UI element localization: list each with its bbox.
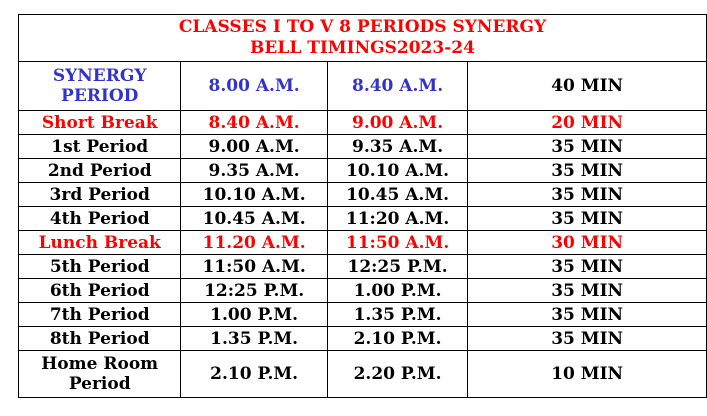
table-row (19, 207, 707, 231)
title-line-2: BELL TIMINGS2023-24 (250, 38, 475, 58)
duration-cell: 35 MIN (468, 255, 707, 279)
end-time-cell: 1.35 P.M. (327, 303, 467, 327)
period-cell: 7th Period (19, 303, 181, 327)
table-row (19, 111, 707, 135)
start-time-cell: 8.00 A.M. (181, 62, 327, 111)
duration-cell: 35 MIN (468, 135, 707, 159)
table-row (19, 62, 707, 111)
start-time-cell: 9.35 A.M. (181, 159, 327, 183)
end-time-cell: 9.35 A.M. (327, 135, 467, 159)
end-time-cell: 10.45 A.M. (327, 183, 467, 207)
duration-cell: 20 MIN (468, 111, 707, 135)
period-cell: 6th Period (19, 279, 181, 303)
bell-timings-table (18, 14, 707, 398)
end-time-cell: 11:20 A.M. (327, 207, 467, 231)
period-cell: 8th Period (19, 327, 181, 351)
duration-cell: 35 MIN (468, 303, 707, 327)
end-time-cell: 2.10 P.M. (327, 327, 467, 351)
end-time-cell: 9.00 A.M. (327, 111, 467, 135)
end-time-cell: 2.20 P.M. (327, 351, 467, 398)
period-cell: 2nd Period (19, 159, 181, 183)
start-time-cell: 9.00 A.M. (181, 135, 327, 159)
start-time-cell: 2.10 P.M. (181, 351, 327, 398)
end-time-cell: 11:50 A.M. (327, 231, 467, 255)
period-cell: 3rd Period (19, 183, 181, 207)
duration-cell: 35 MIN (468, 183, 707, 207)
table-row (19, 231, 707, 255)
end-time-cell: 10.10 A.M. (327, 159, 467, 183)
end-time-cell: 12:25 P.M. (327, 255, 467, 279)
table-row (19, 255, 707, 279)
start-time-cell: 10.45 A.M. (181, 207, 327, 231)
period-name-line-1: SYNERGY (52, 66, 147, 86)
period-name-line-2: Period (68, 374, 131, 394)
start-time-cell: 8.40 A.M. (181, 111, 327, 135)
start-time-cell: 10.10 A.M. (181, 183, 327, 207)
table-row (19, 135, 707, 159)
start-time-cell: 1.00 P.M. (181, 303, 327, 327)
duration-cell: 40 MIN (468, 62, 707, 111)
duration-cell: 35 MIN (468, 207, 707, 231)
start-time-cell: 11.20 A.M. (181, 231, 327, 255)
period-cell (19, 351, 181, 398)
duration-cell: 35 MIN (468, 327, 707, 351)
end-time-cell: 1.00 P.M. (327, 279, 467, 303)
table-row (19, 279, 707, 303)
duration-cell: 35 MIN (468, 159, 707, 183)
table-row (19, 159, 707, 183)
duration-cell: 10 MIN (468, 351, 707, 398)
period-cell: 1st Period (19, 135, 181, 159)
start-time-cell: 1.35 P.M. (181, 327, 327, 351)
period-name-line-2: PERIOD (61, 86, 139, 106)
period-cell: Short Break (19, 111, 181, 135)
period-cell: Lunch Break (19, 231, 181, 255)
start-time-cell: 12:25 P.M. (181, 279, 327, 303)
table-title (19, 15, 707, 62)
end-time-cell: 8.40 A.M. (327, 62, 467, 111)
duration-cell: 30 MIN (468, 231, 707, 255)
duration-cell: 35 MIN (468, 279, 707, 303)
period-cell: 4th Period (19, 207, 181, 231)
period-cell: 5th Period (19, 255, 181, 279)
title-row (19, 15, 707, 62)
start-time-cell: 11:50 A.M. (181, 255, 327, 279)
table-row (19, 327, 707, 351)
table-row (19, 351, 707, 398)
table-row (19, 303, 707, 327)
period-name-line-1: Home Room (41, 354, 159, 374)
table-row (19, 183, 707, 207)
period-cell (19, 62, 181, 111)
title-line-1: CLASSES I TO V 8 PERIODS SYNERGY (178, 17, 547, 37)
